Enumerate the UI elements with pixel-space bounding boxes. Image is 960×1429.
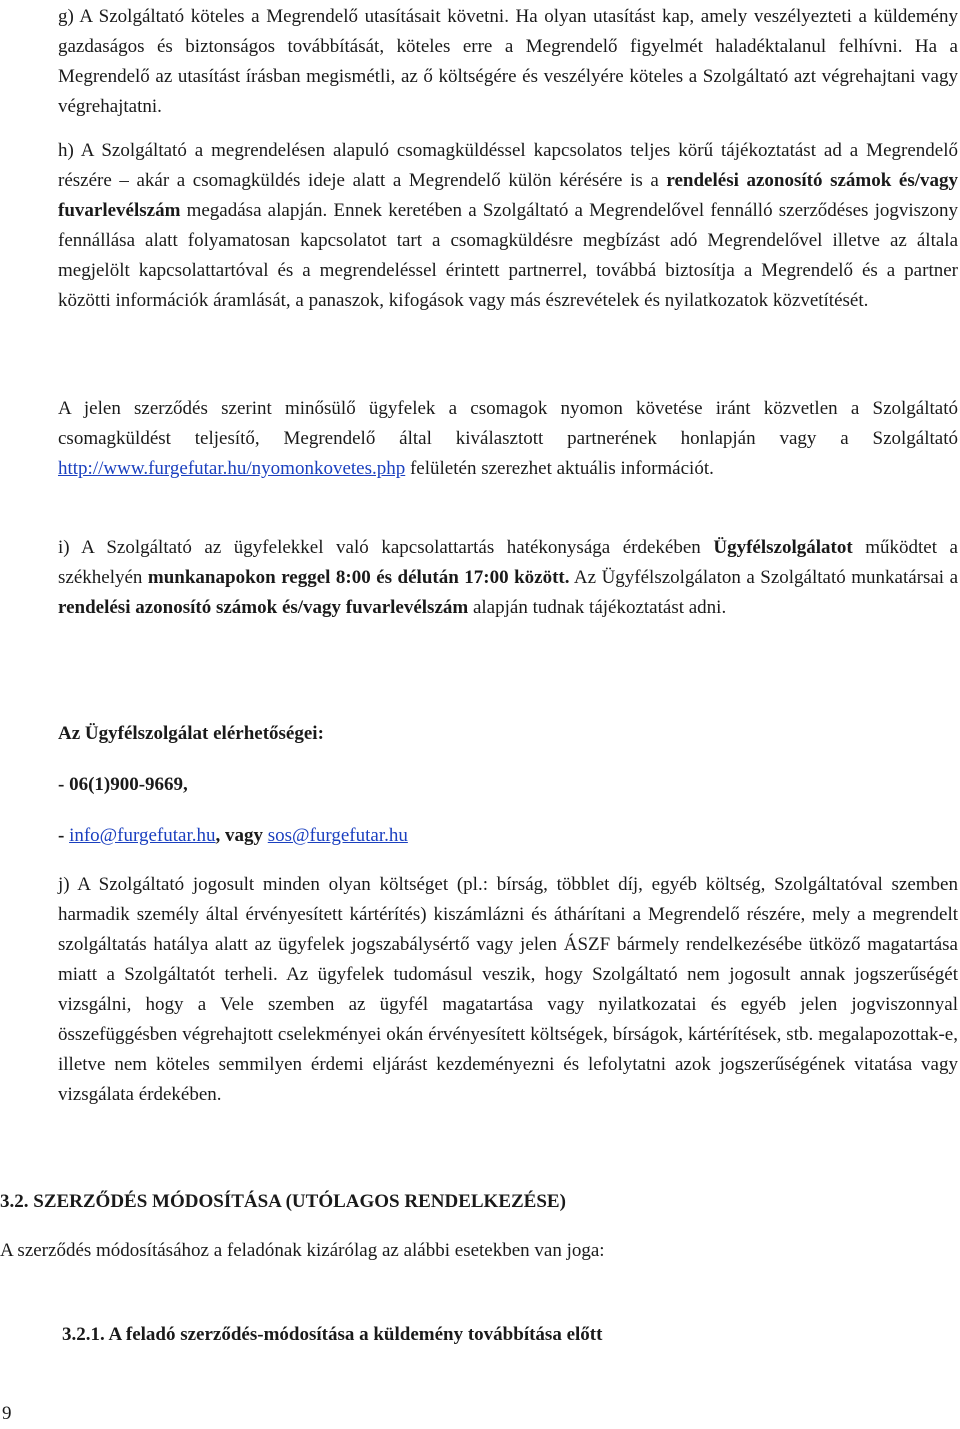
contact-email-prefix: - bbox=[58, 825, 70, 846]
email-link-sos[interactable]: sos@furgefutar.hu bbox=[267, 825, 408, 846]
paragraph-h-text-1: h) A Szolgáltató a megrendelésen alapuló csomagküldéssel kapcsolatos teljes körű tájékoztatást ad a Megrendelő részére – akár a csomagküldés ideje alatt a Megrendelő külön kérésére is a bbox=[58, 140, 958, 191]
contact-heading: Az Ügyfélszolgálat elérhetőségei: bbox=[58, 723, 324, 744]
paragraph-h-bold-1: rendelési azonosító számok és/vagy fuvarlevélszám bbox=[58, 170, 958, 221]
contact-phone: - 06(1)900-9669, bbox=[58, 774, 188, 795]
paragraph-h bbox=[58, 136, 958, 316]
paragraph-j bbox=[58, 870, 958, 1110]
email-link-info[interactable]: info@furgefutar.hu bbox=[69, 825, 216, 846]
subsection-heading: 3.2.1. A feladó szerződés-módosítása a küldemény továbbítása előtt bbox=[62, 1324, 603, 1345]
paragraph-i-bold-1: Ügyfélszolgálatot bbox=[713, 537, 853, 558]
page-number: 9 bbox=[2, 1403, 12, 1424]
contact-email-separator: , vagy bbox=[215, 825, 268, 846]
paragraph-i-bold-3: rendelési azonosító számok és/vagy fuvarlevélszám bbox=[58, 597, 469, 618]
paragraph-tracking-text-2: felületén szerezhet aktuális információt. bbox=[405, 458, 714, 479]
paragraph-tracking bbox=[58, 394, 958, 484]
section-heading: 3.2. SZERZŐDÉS MÓDOSÍTÁSA (UTÓLAGOS RENDELKEZÉSE) bbox=[0, 1191, 566, 1212]
paragraph-i-bold-2: munkanapokon reggel 8:00 és délután 17:00 között. bbox=[147, 567, 570, 588]
paragraph-h-text-2: megadása alapján. Ennek keretében a Szolgáltató a Megrendelővel fennálló szerződéses jogviszony fennállása alatt folyamatosan kapcsolatot tart a csomagküldésre megbízást adó Megrendelővel illetve az általa megjelölt kapcsolattartóval és a megrendeléssel érintett partnerrel, továbbá biztosítja a Megrendelő és a partner közötti információk áramlását, a panaszok, kifogások vagy más észrevételek és nyilatkozatok közvetítését. bbox=[58, 200, 958, 311]
paragraph-j-text: j) A Szolgáltató jogosult minden olyan költséget (pl.: bírság, többlet díj, egyéb költség, Szolgáltatóval szemben harmadik személy által érvényesített kártérítés) kiszámlázni és áthárítani a Megrendelő részére, mely a megrendelt szolgáltatás hatálya alatt az ügyfelek jogszabálysértő vagy jelen ÁSZF bármely rendelkezésébe ütköző magatartása miatt a Szolgáltatót terheli. Az ügyfelek tudomásul veszik, hogy Szolgáltató nem jogosult annak jogszerűségét vizsgálni, hogy a Vele szemben az ügyfél magatartása vagy nyilatkozatai és egyéb jelen jogviszonnyal összefüggésben végrehajtott cselekményei okán érvényesített költségek, bírságok, kártérítések, stb. megalapozottak-e, illetve nem köteles semmilyen érdemi eljárást kezdeményezni és lefolytatni azok jogszerűségének vitatása vagy vizsgálata érdekében. bbox=[58, 874, 958, 1105]
paragraph-g bbox=[58, 2, 958, 122]
paragraph-g-text: g) A Szolgáltató köteles a Megrendelő utasításait követni. Ha olyan utasítást kap, amely veszélyezteti a küldemény gazdaságos és biztonságos továbbítását, köteles erre a Megrendelő figyelmét haladéktalanul felhívni. Ha a Megrendelő az utasítást írásban megismétli, az ő költségére és veszélyére köteles a Szolgáltató azt végrehajtani vagy végrehajtatni. bbox=[58, 6, 958, 117]
paragraph-i-text-3: Az Ügyfélszolgálaton a Szolgáltató munkatársai a bbox=[569, 567, 959, 588]
paragraph-tracking-text-1: A jelen szerződés szerint minősülő ügyfelek a csomagok nyomon követése iránt közvetlen a Szolgáltató csomagküldést teljesítő, Megrendelő által kiválasztott partnerének honlapján vagy a Szolgáltató bbox=[58, 398, 958, 449]
paragraph-i-text-1: i) A Szolgáltató az ügyfelekkel való kapcsolattartás hatékonysága érdekében bbox=[58, 537, 714, 558]
paragraph-i bbox=[58, 533, 958, 623]
paragraph-i-text-2: működtet a székhelyén bbox=[58, 537, 958, 588]
contact-emails bbox=[58, 821, 958, 851]
section-intro: A szerződés módosításához a feladónak kizárólag az alábbi esetekben van joga: bbox=[0, 1240, 605, 1261]
paragraph-i-text-4: alapján tudnak tájékoztatást adni. bbox=[468, 597, 727, 618]
tracking-link[interactable]: http://www.furgefutar.hu/nyomonkovetes.php bbox=[58, 458, 406, 479]
